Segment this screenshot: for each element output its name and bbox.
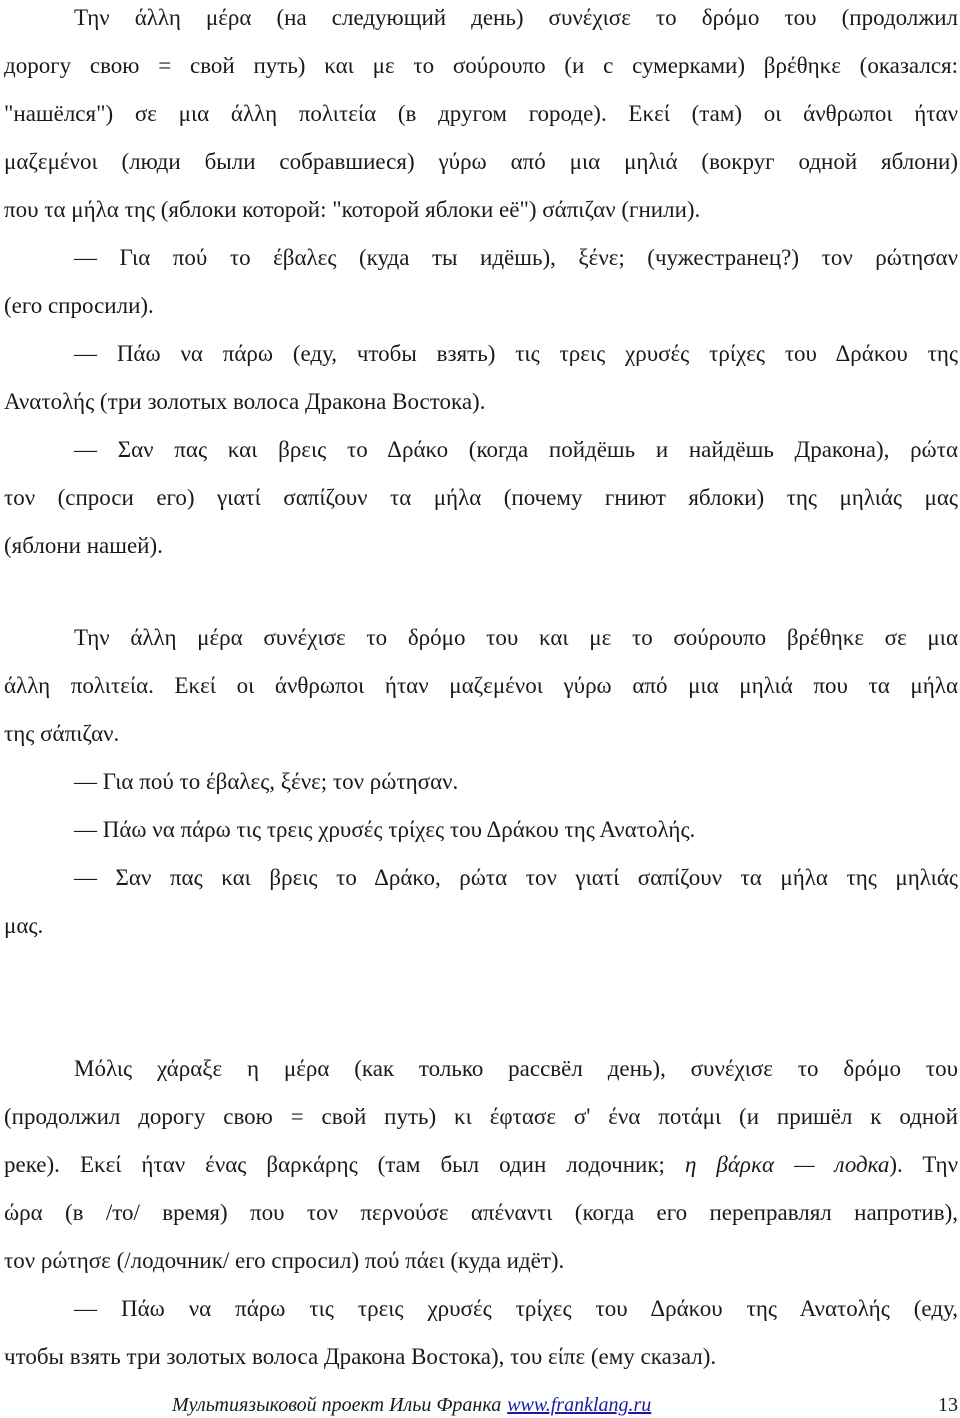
dialog-line: — Για πού το έβαλες, ξένε; τον ρώτησαν.	[74, 769, 459, 794]
project-title: Мультиязыковой проект Ильи Франка	[172, 1394, 502, 1416]
footer-project	[172, 1392, 651, 1418]
text-line: Την άλλη μέρα (на следующий день) συνέχισε το δρόμο του (продолжил	[74, 5, 958, 30]
dialog-line: — Πάω να πάρω τις τρεις χρυσές τρίχες του Δράκου της Ανατολής.	[74, 817, 696, 842]
text-line: ώρα (в /то/ время) που τον περνούσε απέναντι (когда его переправлял напротив),	[4, 1200, 958, 1225]
text-line	[4, 1141, 958, 1189]
italic-gloss: η βάρκα — лодка	[684, 1152, 890, 1177]
dialog-line: μας.	[4, 913, 44, 938]
page-number: 13	[938, 1394, 958, 1416]
text-line: μαζεμένοι (люди были собравшиеся) γύρω από μια μηλιά (вокруг одной яблони)	[4, 149, 958, 174]
dialog-line: — Σαν πας και βρεις το Δράκο (когда пойдёшь и найдёшь Дракона), ρώτα	[74, 437, 958, 462]
dialog-line: — Πάω να πάρω τις τρεις χρυσές τρίχες του Δράκου της Ανατολής (еду,	[74, 1296, 958, 1321]
text-segment: реке). Εκεί ήταν ένας βαρκάρης (там был один лодочник;	[4, 1152, 685, 1177]
page-footer	[0, 1392, 960, 1418]
website-link[interactable]: www.franklang.ru	[507, 1394, 652, 1416]
text-line: (продолжил дорогу свою = свой путь) κι έφτασε σ' ένα ποτάμι (и пришёл к одной	[4, 1104, 958, 1129]
dialog-line: — Σαν πας και βρεις το Δράκο, ρώτα τον γιατί σαπίζουν τα μήλα της μηλιάς	[74, 865, 958, 890]
text-line: Την άλλη μέρα συνέχισε το δρόμο του και με το σούρουπο βρέθηκε σε μια	[74, 625, 958, 650]
dialog-line: — Για πού το έβαλες (куда ты идёшь), ξένε; (чужестранец?) τον ρώτησαν	[74, 245, 958, 270]
dialog-line: τον (спроси его) γιατί σαπίζουν τα μήλα (почему гниют яблоки) της μηλιάς μας	[4, 485, 958, 510]
text-line: дорогу свою = свой путь) και με το σούρουπο (и с сумерками) βρέθηκε (оказался:	[4, 53, 958, 78]
text-line: της σάπιζαν.	[4, 721, 120, 746]
text-line: άλλη πολιτεία. Εκεί οι άνθρωποι ήταν μαζεμένοι γύρω από μια μηλιά που τα μήλα	[4, 673, 958, 698]
dialog-line: — Πάω να πάρω (еду, чтобы взять) τις τρεις χρυσές τρίχες του Δράκου της	[74, 341, 958, 366]
dialog-line: Ανατολής (три золотых волоса Дракона Востока).	[4, 389, 486, 414]
text-line: Μόλις χάραξε η μέρα (как только рассвёл день), συνέχισε το δρόμο του	[74, 1056, 958, 1081]
text-line: που τα μήλα της (яблоки которой: "которой яблоки её") σάπιζαν (гнили).	[4, 197, 701, 222]
text-segment: ). Την	[889, 1152, 958, 1177]
text-line: τον ρώτησε (/лодочник/ его спросил) πού πάει (куда идёт).	[4, 1248, 565, 1273]
dialog-line: (его спросили).	[4, 293, 154, 318]
dialog-line: (яблони нашей).	[4, 533, 163, 558]
text-line: "нашёлся") σε μια άλλη πολιτεία (в другом городе). Εκεί (там) οι άνθρωποι ήταν	[4, 101, 958, 126]
dialog-line: чтобы взять три золотых волоса Дракона Востока), του είπε (ему сказал).	[4, 1344, 717, 1369]
